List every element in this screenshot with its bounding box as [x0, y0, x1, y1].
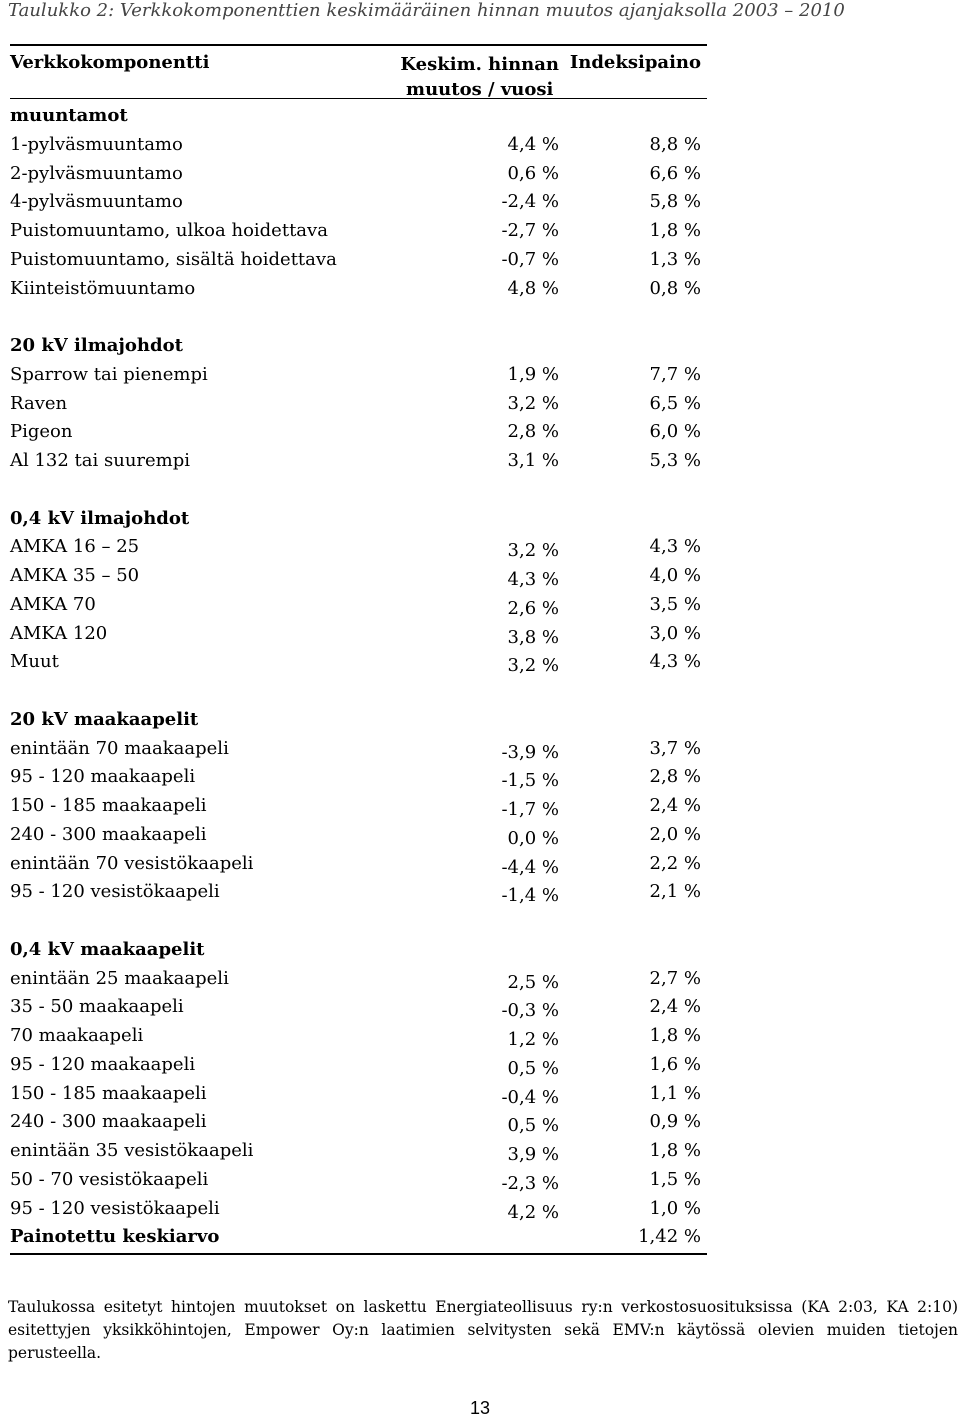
table-row — [10, 760, 707, 792]
header-price-change-line1: Keskim. hinnan — [400, 53, 559, 75]
section-spacer — [10, 674, 707, 703]
table-row — [10, 1105, 707, 1137]
component-name: AMKA 70 — [10, 593, 96, 615]
index-weight-value: 4,0 % — [649, 565, 701, 586]
section-title-text: 0,4 kV maakaapelit — [10, 938, 205, 960]
section-spacer — [10, 904, 707, 933]
section-title — [10, 329, 707, 358]
index-weight-value: 1,8 % — [649, 1025, 701, 1046]
index-weight-value: 1,3 % — [649, 248, 701, 270]
footnote-line-2: esitettyjen yksikköhintojen, Empower Oy:n laatimien selvitysten sekä EMV:n käytössä olevien muiden tietojen perusteella. — [8, 1321, 958, 1362]
index-weight-value: 0,9 % — [649, 1111, 701, 1133]
index-weight-value: 6,5 % — [649, 392, 701, 414]
component-name: 150 - 185 maakaapeli — [10, 1082, 207, 1104]
component-name: AMKA 35 – 50 — [10, 565, 140, 586]
header-price-change-line2: muutos / vuosi — [406, 78, 554, 100]
price-change-value: -2,4 % — [501, 191, 559, 213]
component-name: 4-pylväsmuuntamo — [10, 191, 183, 213]
table-bottom-rule — [10, 1253, 707, 1255]
price-change-value: 0,5 % — [507, 1115, 559, 1137]
index-weight-value: 2,4 % — [649, 996, 701, 1018]
section-spacer — [10, 473, 707, 502]
table-row — [10, 875, 707, 907]
price-change-value: 2,6 % — [507, 597, 559, 619]
component-name: 240 - 300 maakaapeli — [10, 823, 207, 845]
table-row — [10, 128, 707, 157]
table-caption: Taulukko 2: Verkkokomponenttien keskimääräinen hinnan muutos ajanjaksolla 2003 – 2010 — [8, 0, 845, 21]
section-title-text: 0,4 kV ilmajohdot — [10, 507, 190, 529]
table-row — [10, 559, 707, 588]
component-name: 35 - 50 maakaapeli — [10, 996, 184, 1018]
price-change-value: 1,9 % — [507, 363, 559, 385]
table-row — [10, 990, 707, 1022]
table-row — [10, 272, 707, 301]
price-change-value: 1,2 % — [507, 1029, 559, 1050]
component-name: Muut — [10, 651, 59, 673]
component-name: 50 - 70 vesistökaapeli — [10, 1168, 209, 1190]
component-name: AMKA 120 — [10, 622, 108, 644]
index-weight-value: 2,2 % — [649, 852, 701, 874]
price-change-value: -0,7 % — [501, 248, 559, 270]
index-weight-value: 2,4 % — [649, 795, 701, 816]
component-name: 95 - 120 maakaapeli — [10, 1053, 196, 1075]
component-name: Raven — [10, 392, 68, 414]
table-row — [10, 415, 707, 444]
index-weight-value: 2,1 % — [649, 881, 701, 903]
component-name: 2-pylväsmuuntamo — [10, 162, 183, 184]
component-name: Puistomuuntamo, sisältä hoidettava — [10, 248, 337, 270]
weighted-average-label: Painotettu keskiarvo — [10, 1226, 220, 1248]
section-title — [10, 703, 707, 732]
component-name: 95 - 120 vesistökaapeli — [10, 1197, 220, 1219]
footnote-line-1: Taulukossa esitetyt hintojen muutokset on laskettu Energiateollisuus ry:n verkostosuosituksissa (KA 2:03, KA 2:10) — [8, 1298, 958, 1316]
price-change-value: 2,8 % — [507, 421, 559, 443]
price-change-value: 4,3 % — [507, 569, 559, 590]
table-header — [10, 46, 707, 98]
index-weight-value: 5,3 % — [649, 450, 701, 471]
section-title — [10, 502, 707, 531]
table-row — [10, 387, 707, 416]
table-row — [10, 243, 707, 272]
section-title-text: 20 kV ilmajohdot — [10, 335, 183, 356]
page-number: 13 — [469, 1398, 491, 1418]
index-weight-value: 3,5 % — [649, 593, 701, 615]
price-change-value: 2,5 % — [507, 971, 559, 993]
component-name: 70 maakaapeli — [10, 1025, 144, 1046]
index-weight-value: 1,8 % — [649, 220, 701, 241]
index-weight-value: 1,5 % — [649, 1168, 701, 1190]
component-name: 95 - 120 vesistökaapeli — [10, 881, 220, 903]
component-name: enintään 70 vesistökaapeli — [10, 852, 254, 874]
price-change-value: 0,6 % — [507, 162, 559, 184]
table-row — [10, 1192, 707, 1221]
table-row — [10, 1077, 707, 1106]
component-name: enintään 70 maakaapeli — [10, 737, 229, 759]
price-change-value: 4,2 % — [507, 1201, 559, 1223]
section-title — [10, 933, 707, 962]
table-row — [10, 444, 707, 473]
component-name: 95 - 120 maakaapeli — [10, 766, 196, 788]
index-weight-value: 6,0 % — [649, 421, 701, 443]
section-title — [10, 99, 707, 128]
price-change-value: 3,1 % — [507, 450, 559, 471]
table-row — [10, 214, 707, 243]
price-change-value: -4,4 % — [501, 856, 559, 878]
index-weight-value: 7,7 % — [649, 363, 701, 385]
section-spacer — [10, 300, 707, 329]
table-row — [10, 732, 707, 761]
index-weight-value: 3,0 % — [649, 622, 701, 644]
table-row — [10, 847, 707, 876]
price-change-value: -2,7 % — [501, 220, 559, 241]
price-change-value: 3,9 % — [507, 1144, 559, 1165]
price-change-value: 0,0 % — [507, 827, 559, 849]
table-row — [10, 185, 707, 214]
table-row — [10, 645, 707, 677]
component-name: Al 132 tai suurempi — [10, 450, 191, 471]
table-row — [10, 1019, 707, 1048]
price-change-value: 3,2 % — [507, 392, 559, 414]
index-weight-value: 1,1 % — [649, 1082, 701, 1104]
header-index-weight: Indeksipaino — [569, 51, 701, 73]
index-weight-value: 2,7 % — [649, 967, 701, 989]
price-change-value: 3,2 % — [507, 655, 559, 677]
table-row — [10, 530, 707, 562]
component-name: AMKA 16 – 25 — [10, 536, 140, 558]
table-row — [10, 588, 707, 617]
component-name: 1-pylväsmuuntamo — [10, 133, 183, 155]
price-change-value: 0,5 % — [507, 1057, 559, 1079]
component-name: Pigeon — [10, 421, 73, 443]
price-change-value: -0,4 % — [501, 1086, 559, 1108]
index-weight-value: 2,8 % — [649, 766, 701, 788]
table-body — [10, 99, 707, 1223]
header-component: Verkkokomponentti — [10, 51, 210, 73]
table-row — [10, 1134, 707, 1163]
section-title-text: muuntamot — [10, 105, 128, 126]
header-price-change — [400, 52, 559, 102]
component-name: Kiinteistömuuntamo — [10, 277, 196, 299]
table-row — [10, 818, 707, 847]
table-row — [10, 1163, 707, 1192]
price-change-table — [10, 44, 707, 1255]
price-change-value: 3,8 % — [507, 626, 559, 648]
component-name: 150 - 185 maakaapeli — [10, 795, 207, 816]
index-weight-value: 4,3 % — [649, 651, 701, 673]
price-change-value: -0,3 % — [501, 1000, 559, 1022]
price-change-value: 3,2 % — [507, 540, 559, 562]
index-weight-value: 4,3 % — [649, 536, 701, 558]
price-change-value: -1,7 % — [501, 799, 559, 820]
component-name: Puistomuuntamo, ulkoa hoidettava — [10, 220, 328, 241]
section-title-text: 20 kV maakaapelit — [10, 708, 199, 730]
index-weight-value: 2,0 % — [649, 823, 701, 845]
price-change-value: -3,9 % — [501, 741, 559, 763]
table-row — [10, 358, 707, 387]
index-weight-value: 1,8 % — [649, 1140, 701, 1161]
table-row — [10, 789, 707, 818]
component-name: 240 - 300 maakaapeli — [10, 1111, 207, 1133]
table-row — [10, 617, 707, 646]
price-change-value: 4,4 % — [507, 133, 559, 155]
weighted-average-value: 1,42 % — [638, 1226, 701, 1248]
index-weight-value: 1,0 % — [649, 1197, 701, 1219]
index-weight-value: 3,7 % — [649, 737, 701, 759]
price-change-value: 4,8 % — [507, 277, 559, 299]
index-weight-value: 8,8 % — [649, 133, 701, 155]
table-row — [10, 962, 707, 991]
table-footnote — [8, 1296, 958, 1365]
price-change-value: -1,5 % — [501, 770, 559, 792]
index-weight-value: 6,6 % — [649, 162, 701, 184]
price-change-value: -2,3 % — [501, 1172, 559, 1194]
component-name: Sparrow tai pienempi — [10, 363, 208, 385]
index-weight-value: 5,8 % — [649, 191, 701, 213]
component-name: enintään 25 maakaapeli — [10, 967, 229, 989]
index-weight-value: 0,8 % — [649, 277, 701, 299]
price-change-value: -1,4 % — [501, 885, 559, 907]
weighted-average-row — [10, 1220, 707, 1253]
table-row — [10, 1048, 707, 1077]
table-row — [10, 157, 707, 186]
index-weight-value: 1,6 % — [649, 1053, 701, 1075]
component-name: enintään 35 vesistökaapeli — [10, 1140, 254, 1161]
